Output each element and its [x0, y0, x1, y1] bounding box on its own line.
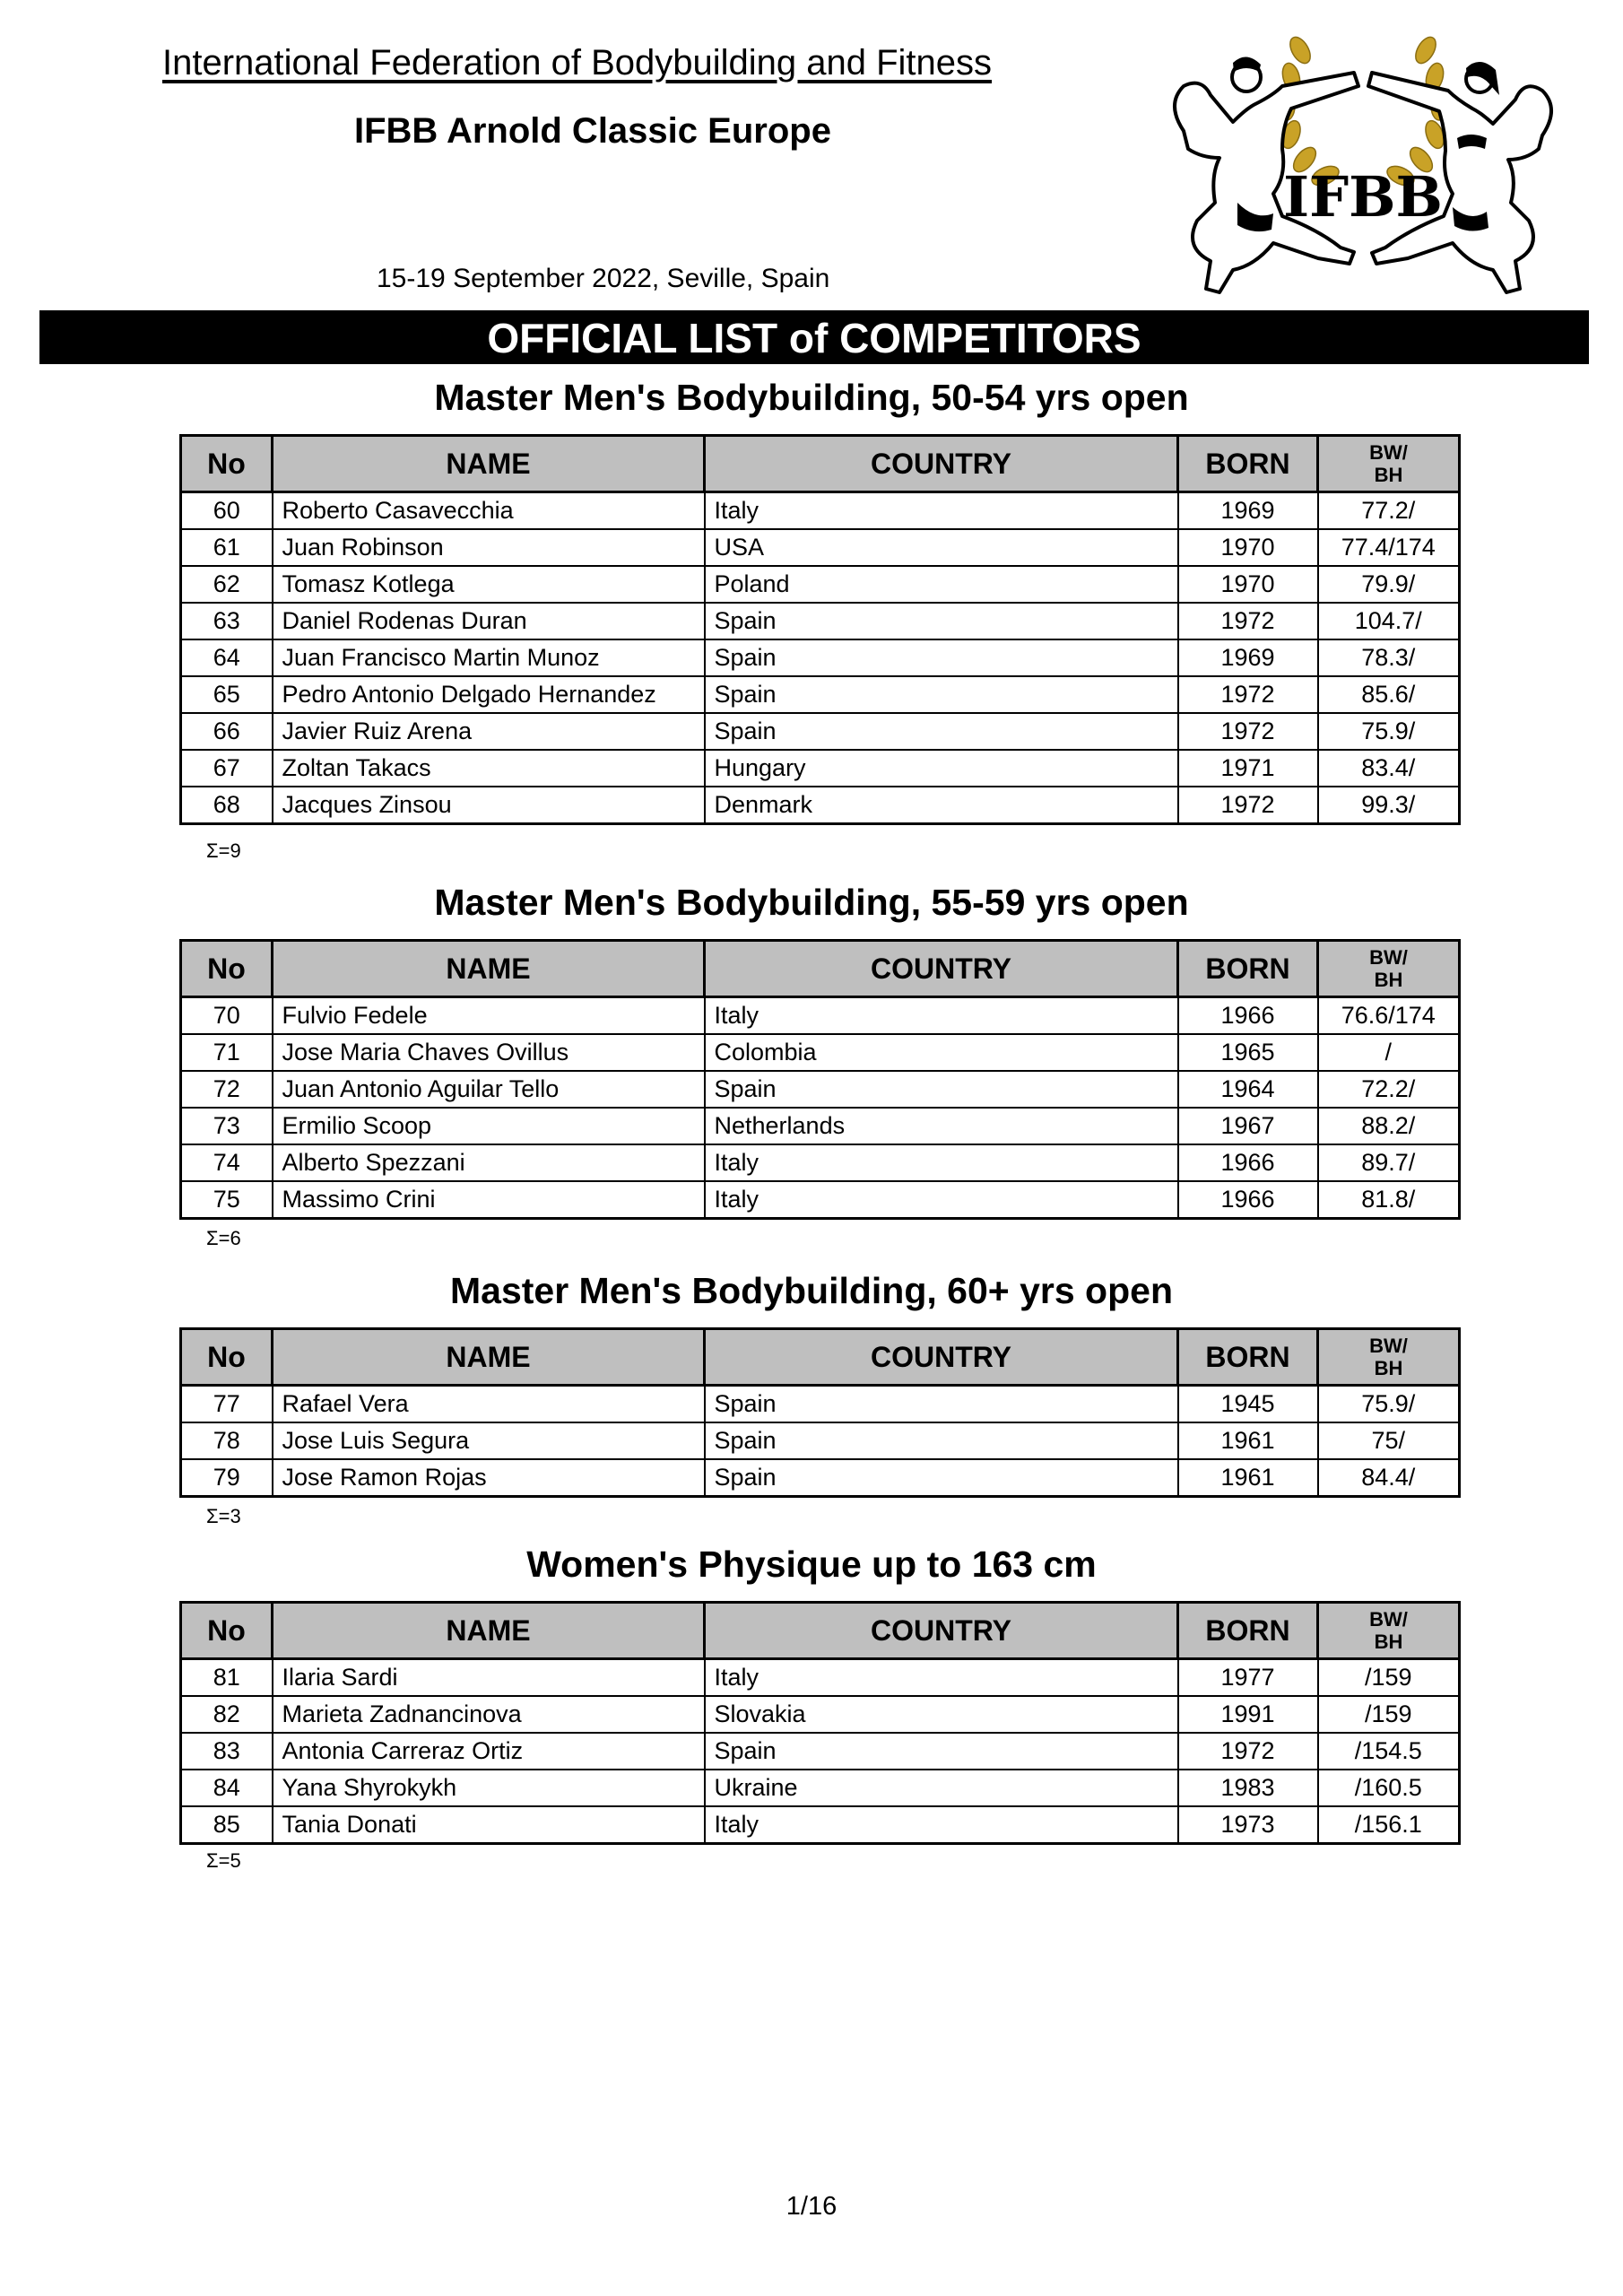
- banner-text: OFFICIAL LIST of COMPETITORS: [487, 315, 1141, 361]
- competitors-table: [179, 1601, 1461, 1845]
- cell-name: Rafael Vera: [273, 1386, 705, 1423]
- col-bw-label: BW/: [1369, 1608, 1408, 1631]
- col-bw-bh: [1318, 436, 1460, 492]
- cell-born: 1966: [1178, 1144, 1318, 1181]
- cell-bw-bh: 81.8/: [1318, 1181, 1460, 1219]
- col-born: BORN: [1178, 941, 1318, 997]
- cell-no: 74: [181, 1144, 273, 1181]
- cell-no: 83: [181, 1733, 273, 1770]
- col-bw-label: BW/: [1369, 441, 1408, 464]
- cell-born: 1966: [1178, 997, 1318, 1035]
- cell-no: 67: [181, 750, 273, 787]
- cell-bw-bh: 89.7/: [1318, 1144, 1460, 1181]
- competitors-table: [179, 434, 1461, 825]
- cell-born: 1970: [1178, 529, 1318, 566]
- cell-bw-bh: 72.2/: [1318, 1071, 1460, 1108]
- col-country: COUNTRY: [705, 436, 1178, 492]
- col-bh-label: BH: [1374, 969, 1403, 991]
- cell-name: Ermilio Scoop: [273, 1108, 705, 1144]
- category-title: Master Men's Bodybuilding, 50-54 yrs open: [434, 377, 1189, 418]
- col-name: NAME: [273, 1603, 705, 1659]
- col-born: BORN: [1178, 1329, 1318, 1386]
- col-bw-bh: [1318, 941, 1460, 997]
- cell-country: Hungary: [705, 750, 1178, 787]
- organization-name: International Federation of Bodybuilding and Fitness: [162, 43, 993, 83]
- competitors-table: [179, 1327, 1461, 1498]
- col-no: No: [181, 941, 273, 997]
- cell-bw-bh: 79.9/: [1318, 566, 1460, 603]
- table-row: [181, 713, 1460, 750]
- col-bh-label: BH: [1374, 1631, 1403, 1653]
- cell-bw-bh: /: [1318, 1034, 1460, 1071]
- col-born: BORN: [1178, 436, 1318, 492]
- cell-no: 64: [181, 639, 273, 676]
- table-row: [181, 1386, 1460, 1423]
- cell-name: Juan Antonio Aguilar Tello: [273, 1071, 705, 1108]
- cell-country: USA: [705, 529, 1178, 566]
- cell-name: Juan Francisco Martin Munoz: [273, 639, 705, 676]
- cell-born: 1972: [1178, 676, 1318, 713]
- cell-bw-bh: /154.5: [1318, 1733, 1460, 1770]
- page-number: 1/16: [785, 2192, 838, 2221]
- table-row: [181, 566, 1460, 603]
- cell-bw-bh: /160.5: [1318, 1770, 1460, 1806]
- cell-country: Italy: [705, 1659, 1178, 1697]
- table-header-row: [181, 1329, 1460, 1386]
- cell-country: Italy: [705, 1806, 1178, 1844]
- table-row: [181, 1770, 1460, 1806]
- category-title: Master Men's Bodybuilding, 55-59 yrs open: [434, 882, 1189, 923]
- cell-born: 1972: [1178, 713, 1318, 750]
- col-country: COUNTRY: [705, 1329, 1178, 1386]
- event-dates: 15-19 September 2022, Seville, Spain: [377, 264, 830, 293]
- cell-no: 73: [181, 1108, 273, 1144]
- cell-name: Antonia Carreraz Ortiz: [273, 1733, 705, 1770]
- cell-born: 1967: [1178, 1108, 1318, 1144]
- cell-name: Tania Donati: [273, 1806, 705, 1844]
- table-row: [181, 1181, 1460, 1219]
- cell-bw-bh: 76.6/174: [1318, 997, 1460, 1035]
- cell-born: 1970: [1178, 566, 1318, 603]
- cell-no: 60: [181, 492, 273, 530]
- table-row: [181, 676, 1460, 713]
- col-name: NAME: [273, 1329, 705, 1386]
- cell-name: Marieta Zadnancinova: [273, 1696, 705, 1733]
- cell-country: Netherlands: [705, 1108, 1178, 1144]
- cell-name: Pedro Antonio Delgado Hernandez: [273, 676, 705, 713]
- official-list-banner: [39, 310, 1589, 364]
- cell-name: Jose Luis Segura: [273, 1422, 705, 1459]
- col-bh-label: BH: [1374, 464, 1403, 486]
- cell-bw-bh: 77.2/: [1318, 492, 1460, 530]
- cell-country: Spain: [705, 1733, 1178, 1770]
- cell-country: Spain: [705, 676, 1178, 713]
- cell-name: Zoltan Takacs: [273, 750, 705, 787]
- cell-bw-bh: /156.1: [1318, 1806, 1460, 1844]
- cell-country: Spain: [705, 713, 1178, 750]
- cell-born: 1971: [1178, 750, 1318, 787]
- col-bw-bh: [1318, 1329, 1460, 1386]
- cell-bw-bh: /159: [1318, 1659, 1460, 1697]
- cell-name: Tomasz Kotlega: [273, 566, 705, 603]
- cell-born: 1977: [1178, 1659, 1318, 1697]
- category-title: Women's Physique up to 163 cm: [526, 1544, 1097, 1585]
- cell-born: 1983: [1178, 1770, 1318, 1806]
- table-row: [181, 1459, 1460, 1497]
- cell-bw-bh: 77.4/174: [1318, 529, 1460, 566]
- cell-country: Spain: [705, 1422, 1178, 1459]
- table-header-row: [181, 1603, 1460, 1659]
- table-row: [181, 787, 1460, 824]
- cell-no: 82: [181, 1696, 273, 1733]
- cell-born: 1972: [1178, 603, 1318, 639]
- cell-name: Alberto Spezzani: [273, 1144, 705, 1181]
- cell-name: Jacques Zinsou: [273, 787, 705, 824]
- competitors-table: [179, 939, 1461, 1220]
- cell-country: Italy: [705, 1144, 1178, 1181]
- cell-bw-bh: 88.2/: [1318, 1108, 1460, 1144]
- cell-no: 61: [181, 529, 273, 566]
- cell-name: Jose Maria Chaves Ovillus: [273, 1034, 705, 1071]
- table-row: [181, 492, 1460, 530]
- cell-country: Spain: [705, 603, 1178, 639]
- cell-born: 1972: [1178, 1733, 1318, 1770]
- cell-country: Spain: [705, 1386, 1178, 1423]
- cell-country: Spain: [705, 1071, 1178, 1108]
- competitor-count: Σ=5: [206, 1849, 241, 1872]
- cell-bw-bh: 83.4/: [1318, 750, 1460, 787]
- cell-born: 1991: [1178, 1696, 1318, 1733]
- col-born: BORN: [1178, 1603, 1318, 1659]
- cell-name: Daniel Rodenas Duran: [273, 603, 705, 639]
- cell-no: 79: [181, 1459, 273, 1497]
- table-row: [181, 529, 1460, 566]
- ifbb-logo: [1148, 23, 1578, 310]
- cell-bw-bh: /159: [1318, 1696, 1460, 1733]
- cell-country: Colombia: [705, 1034, 1178, 1071]
- cell-bw-bh: 75/: [1318, 1422, 1460, 1459]
- competitor-count: Σ=9: [206, 839, 241, 862]
- col-bw-bh: [1318, 1603, 1460, 1659]
- cell-bw-bh: 85.6/: [1318, 676, 1460, 713]
- cell-country: Spain: [705, 1459, 1178, 1497]
- cell-name: Massimo Crini: [273, 1181, 705, 1219]
- logo-text: IFBB: [1283, 164, 1443, 230]
- col-name: NAME: [273, 941, 705, 997]
- category-title: Master Men's Bodybuilding, 60+ yrs open: [449, 1270, 1173, 1311]
- cell-born: 1965: [1178, 1034, 1318, 1071]
- cell-name: Jose Ramon Rojas: [273, 1459, 705, 1497]
- cell-no: 85: [181, 1806, 273, 1844]
- table-row: [181, 1071, 1460, 1108]
- competitor-count: Σ=6: [206, 1227, 241, 1249]
- cell-bw-bh: 75.9/: [1318, 1386, 1460, 1423]
- cell-no: 77: [181, 1386, 273, 1423]
- table-row: [181, 750, 1460, 787]
- cell-no: 81: [181, 1659, 273, 1697]
- cell-name: Fulvio Fedele: [273, 997, 705, 1035]
- cell-no: 70: [181, 997, 273, 1035]
- cell-name: Javier Ruiz Arena: [273, 713, 705, 750]
- table-row: [181, 603, 1460, 639]
- table-row: [181, 1108, 1460, 1144]
- cell-born: 1964: [1178, 1071, 1318, 1108]
- cell-no: 71: [181, 1034, 273, 1071]
- cell-no: 72: [181, 1071, 273, 1108]
- event-title: IFBB Arnold Classic Europe: [354, 111, 831, 151]
- cell-born: 1972: [1178, 787, 1318, 824]
- col-name: NAME: [273, 436, 705, 492]
- cell-country: Denmark: [705, 787, 1178, 824]
- cell-no: 75: [181, 1181, 273, 1219]
- cell-bw-bh: 75.9/: [1318, 713, 1460, 750]
- col-no: No: [181, 1329, 273, 1386]
- cell-country: Poland: [705, 566, 1178, 603]
- table-header-row: [181, 436, 1460, 492]
- cell-no: 65: [181, 676, 273, 713]
- cell-born: 1961: [1178, 1459, 1318, 1497]
- cell-country: Ukraine: [705, 1770, 1178, 1806]
- table-row: [181, 1806, 1460, 1844]
- table-row: [181, 1034, 1460, 1071]
- cell-name: Yana Shyrokykh: [273, 1770, 705, 1806]
- table-row: [181, 639, 1460, 676]
- table-header-row: [181, 941, 1460, 997]
- cell-no: 68: [181, 787, 273, 824]
- cell-country: Italy: [705, 492, 1178, 530]
- competitor-count: Σ=3: [206, 1505, 241, 1527]
- table-row: [181, 1733, 1460, 1770]
- cell-name: Ilaria Sardi: [273, 1659, 705, 1697]
- table-row: [181, 997, 1460, 1035]
- cell-born: 1969: [1178, 492, 1318, 530]
- cell-country: Spain: [705, 639, 1178, 676]
- cell-name: Juan Robinson: [273, 529, 705, 566]
- cell-born: 1945: [1178, 1386, 1318, 1423]
- cell-born: 1966: [1178, 1181, 1318, 1219]
- col-bw-label: BW/: [1369, 946, 1408, 969]
- col-country: COUNTRY: [705, 1603, 1178, 1659]
- table-row: [181, 1659, 1460, 1697]
- table-row: [181, 1422, 1460, 1459]
- table-row: [181, 1144, 1460, 1181]
- cell-bw-bh: 78.3/: [1318, 639, 1460, 676]
- cell-born: 1969: [1178, 639, 1318, 676]
- cell-name: Roberto Casavecchia: [273, 492, 705, 530]
- cell-no: 84: [181, 1770, 273, 1806]
- cell-no: 78: [181, 1422, 273, 1459]
- cell-country: Italy: [705, 1181, 1178, 1219]
- col-no: No: [181, 436, 273, 492]
- table-row: [181, 1696, 1460, 1733]
- col-country: COUNTRY: [705, 941, 1178, 997]
- cell-no: 63: [181, 603, 273, 639]
- cell-no: 62: [181, 566, 273, 603]
- col-no: No: [181, 1603, 273, 1659]
- col-bw-label: BW/: [1369, 1335, 1408, 1357]
- cell-bw-bh: 84.4/: [1318, 1459, 1460, 1497]
- cell-born: 1973: [1178, 1806, 1318, 1844]
- cell-country: Slovakia: [705, 1696, 1178, 1733]
- cell-bw-bh: 99.3/: [1318, 787, 1460, 824]
- cell-bw-bh: 104.7/: [1318, 603, 1460, 639]
- cell-born: 1961: [1178, 1422, 1318, 1459]
- cell-no: 66: [181, 713, 273, 750]
- cell-country: Italy: [705, 997, 1178, 1035]
- col-bh-label: BH: [1374, 1357, 1403, 1379]
